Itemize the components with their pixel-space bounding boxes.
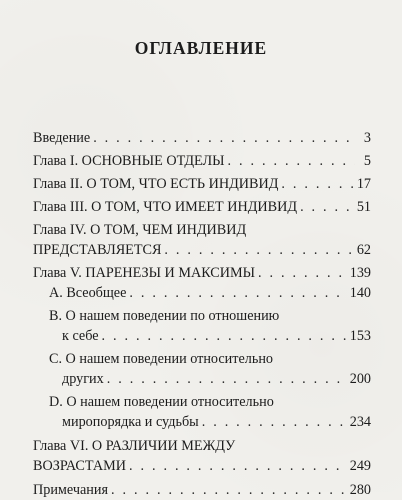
toc-entry-chapter-6 xyxy=(33,436,371,476)
toc-entry-introduction xyxy=(33,128,371,148)
dot-leader xyxy=(228,151,355,171)
table-of-contents xyxy=(33,128,371,500)
toc-entry-title-line: B. О нашем поведении по отношению xyxy=(49,308,280,324)
toc-entry-chapter-3 xyxy=(33,197,371,217)
toc-entry-title: Глава III. О ТОМ, ЧТО ИМЕЕТ ИНДИВИД xyxy=(33,199,298,215)
toc-entry-title: Глава II. О ТОМ, ЧТО ЕСТЬ ИНДИВИД xyxy=(33,176,279,192)
toc-entry-title: Глава V. ПАРЕНЕЗЫ И МАКСИМЫ xyxy=(33,265,255,281)
page-title: ОГЛАВЛЕНИЕ xyxy=(134,38,268,58)
dot-leader xyxy=(300,197,355,217)
toc-entry-page: 153 xyxy=(349,328,371,344)
dot-leader xyxy=(258,263,348,283)
dot-leader xyxy=(107,369,348,389)
toc-entry-notes xyxy=(33,480,371,500)
toc-entry-chapter-4 xyxy=(33,220,371,260)
toc-entry-page: 139 xyxy=(349,265,371,281)
toc-entry-title-line: Глава VI. О РАЗЛИЧИИ МЕЖДУ xyxy=(33,438,236,454)
toc-entry-page: 280 xyxy=(349,482,371,498)
dot-leader xyxy=(129,283,347,303)
toc-entry-title-line: D. О нашем поведении относительно xyxy=(49,394,274,410)
toc-entry-page: 51 xyxy=(356,199,371,215)
toc-entry-page: 234 xyxy=(349,414,371,430)
toc-entry-title: Глава I. ОСНОВНЫЕ ОТДЕЛЫ xyxy=(33,153,225,169)
toc-entry-page: 17 xyxy=(356,176,371,192)
toc-entry-title: Введение xyxy=(33,130,91,146)
dot-leader xyxy=(164,240,354,260)
toc-entry-chapter-1 xyxy=(33,151,371,171)
dot-leader xyxy=(281,174,354,194)
toc-entry-title-line: Глава IV. О ТОМ, ЧЕМ ИНДИВИД xyxy=(33,222,247,238)
toc-entry-chapter-5 xyxy=(33,263,371,283)
toc-entry-title: ПРЕДСТАВЛЯЕТСЯ xyxy=(33,242,162,258)
toc-entry-chapter-2 xyxy=(33,174,371,194)
toc-entry-page: 62 xyxy=(356,242,371,258)
dot-leader xyxy=(129,456,348,476)
toc-entry-section-d xyxy=(33,392,371,432)
toc-entry-section-b xyxy=(33,306,371,346)
dot-leader xyxy=(93,128,355,148)
dot-leader xyxy=(102,326,348,346)
toc-entry-page: 3 xyxy=(363,130,371,146)
toc-entry-page: 249 xyxy=(349,458,371,474)
toc-entry-page: 200 xyxy=(349,371,371,387)
toc-entry-title-line: C. О нашем поведении относительно xyxy=(49,351,274,367)
toc-entry-section-c xyxy=(33,349,371,389)
toc-entry-title: ВОЗРАСТАМИ xyxy=(33,458,126,474)
toc-entry-section-a xyxy=(33,283,371,303)
toc-entry-title: Примечания xyxy=(33,482,108,498)
dot-leader xyxy=(111,480,348,500)
dot-leader xyxy=(202,412,348,432)
toc-entry-title: A. Всеобщее xyxy=(49,285,127,301)
toc-entry-page: 140 xyxy=(349,285,371,301)
toc-entry-title: миропорядка и судьбы xyxy=(62,414,199,430)
toc-entry-page: 5 xyxy=(363,153,371,169)
toc-entry-title: к себе xyxy=(62,328,99,344)
toc-entry-title: других xyxy=(62,371,104,387)
